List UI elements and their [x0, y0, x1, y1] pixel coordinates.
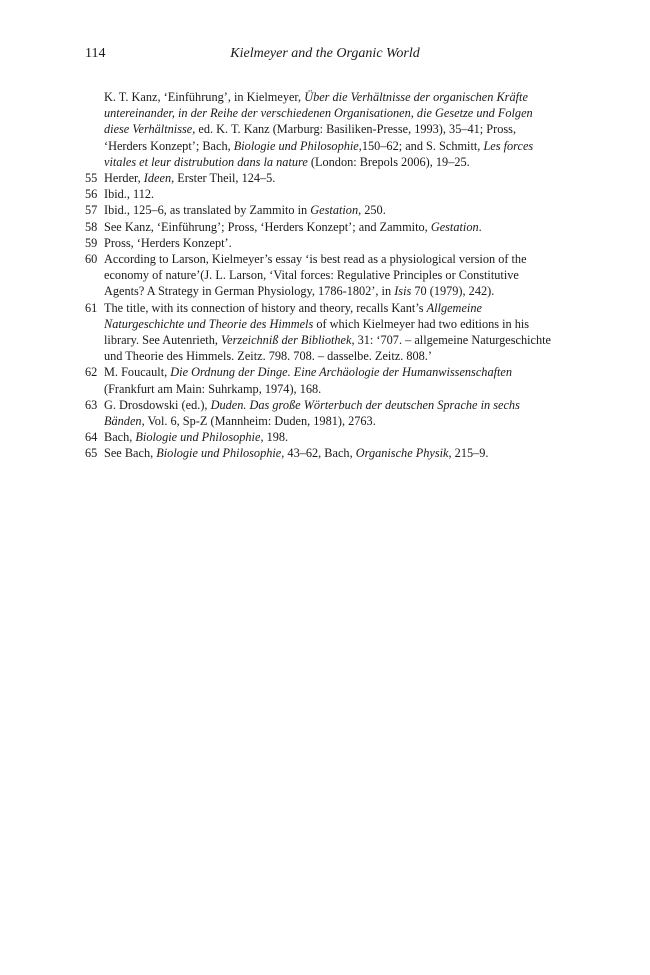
endnote-number: 55 — [85, 171, 98, 186]
note-text-run: K. T. Kanz, ‘Einführung’, in Kielmeyer, — [104, 90, 305, 104]
italic-title: Biologie und Philosophie — [233, 138, 359, 153]
italic-title: Biologie und Philosophie — [156, 446, 282, 461]
endnote — [85, 429, 555, 445]
endnote-text — [104, 252, 527, 298]
note-text-run: See Bach, — [104, 446, 157, 461]
italic-title: Gestation — [430, 219, 479, 234]
endnote-text — [104, 203, 386, 217]
note-text-run: , 43–62, Bach, — [281, 446, 356, 461]
endnote-number: 60 — [85, 252, 98, 267]
endnotes-list — [85, 89, 555, 462]
endnote-text — [104, 301, 551, 364]
italic-title: Isis — [394, 284, 412, 299]
note-text-run: See Kanz, ‘Einführung’; Pross, ‘Herders Konzept’; and Zammito, — [104, 219, 431, 234]
endnote-number: 59 — [85, 235, 98, 250]
italic-title: Verzeichniß der Bibliothek, — [221, 333, 355, 348]
note-text-run: , 215–9. — [448, 446, 489, 461]
endnote-text — [104, 398, 520, 428]
note-text-run: G. Drosdowski (ed.), — [104, 397, 211, 412]
italic-title: Ideen — [143, 171, 172, 186]
note-text-run: According to Larson, Kielmeyer’s essay ‘is best read as a physiological version of the economy of nature’(J. L. Larson, ‘Vital forces: Regulative Principles or Constitutive Agents? A Strategy in German Physiology, 1786-1802’, in — [104, 252, 527, 299]
note-text-run: Ibid., 125–6, as translated by Zammito in — [104, 203, 311, 218]
endnote-number: 61 — [85, 300, 98, 315]
endnote-text — [104, 187, 154, 201]
italic-title: Duden. Das große Wörterbuch der deutschen Sprache in sechs Bänden — [104, 397, 520, 429]
note-text-run: Pross, ‘Herders Konzept’. — [104, 235, 232, 250]
endnote — [85, 300, 555, 365]
endnote — [85, 186, 555, 202]
endnote-text — [104, 90, 533, 169]
note-text-run: , 198. — [260, 430, 289, 445]
endnote-number: 63 — [85, 397, 98, 412]
endnote-number: 64 — [85, 430, 98, 445]
note-text-run: , 250. — [358, 203, 386, 218]
endnote-text — [104, 446, 488, 460]
note-text-run: Ibid., 112. — [104, 187, 155, 202]
endnote — [85, 89, 555, 170]
endnote — [85, 397, 555, 429]
italic-title: Die Ordnung der Dinge. Eine Archäologie der Humanwissenschaften — [170, 365, 513, 380]
note-text-run: Herder, — [104, 171, 144, 186]
endnote — [85, 364, 555, 396]
italic-title: Biologie und Philosophie — [135, 430, 261, 445]
endnote — [85, 202, 555, 218]
note-text-run: , Vol. 6, Sp-Z (Mannheim: Duden, 1981), 2763. — [141, 414, 376, 429]
endnote-number: 65 — [85, 446, 98, 461]
note-text-run: (London: Brepols 2006), 19–25. — [307, 154, 470, 169]
endnote-number: 62 — [85, 365, 98, 380]
note-text-run: , Erster Theil, 124–5. — [171, 171, 276, 186]
endnote-number: 58 — [85, 219, 98, 234]
endnote-text — [104, 430, 288, 444]
italic-title: Allgemeine Naturgeschichte und Theorie des Himmels — [104, 300, 482, 331]
page-number: 114 — [85, 46, 106, 61]
note-text-run: (Frankfurt am Main: Suhrkamp, 1974), 168. — [104, 381, 322, 396]
endnote — [85, 219, 555, 235]
endnote-text — [104, 236, 232, 250]
italic-title: Gestation — [310, 203, 359, 218]
note-text-run: 70 (1979), 242). — [411, 284, 495, 299]
note-text-run: Bach, — [104, 430, 136, 445]
endnote — [85, 235, 555, 251]
note-text-run: M. Foucault, — [104, 365, 171, 380]
note-text-run: The title, with its connection of history and theory, recalls Kant’s — [104, 300, 427, 315]
endnote — [85, 170, 555, 186]
endnote-text — [104, 171, 275, 185]
endnote — [85, 445, 555, 461]
endnote-text — [104, 220, 482, 234]
italic-title: Organische Physik — [355, 446, 449, 461]
endnote-text — [104, 365, 512, 395]
italic-title: Über die Verhältnisse der organischen Kräfte untereinander, in der Reihe der verschiedenen Organisationen, die Gesetze und Folgen diese Verhältnisse — [104, 90, 533, 137]
running-title: Kielmeyer and the Organic World — [230, 46, 420, 61]
endnote-number: 56 — [85, 187, 98, 202]
note-text-run: of which Kielmeyer had two editions in his library. See Autenrieth, — [104, 316, 530, 348]
note-text-run: 31: ‘707. – allgemeine Naturgeschichte und Theorie des Himmels. Zeitz. 798. 708. – dasselbe. Zeitz. 808.’ — [104, 333, 552, 364]
endnote-number: 57 — [85, 203, 98, 218]
endnote — [85, 251, 555, 300]
note-text-run: ,150–62; and S. Schmitt, — [358, 138, 484, 153]
note-text-run: , ed. K. T. Kanz (Marburg: Basiliken-Presse, 1993), 35–41; Pross, ‘Herders Konzept’; Bach, — [104, 122, 517, 153]
italic-title: Les forces vitales et leur distrubution dans la nature — [104, 138, 534, 169]
note-text-run: . — [478, 219, 482, 234]
